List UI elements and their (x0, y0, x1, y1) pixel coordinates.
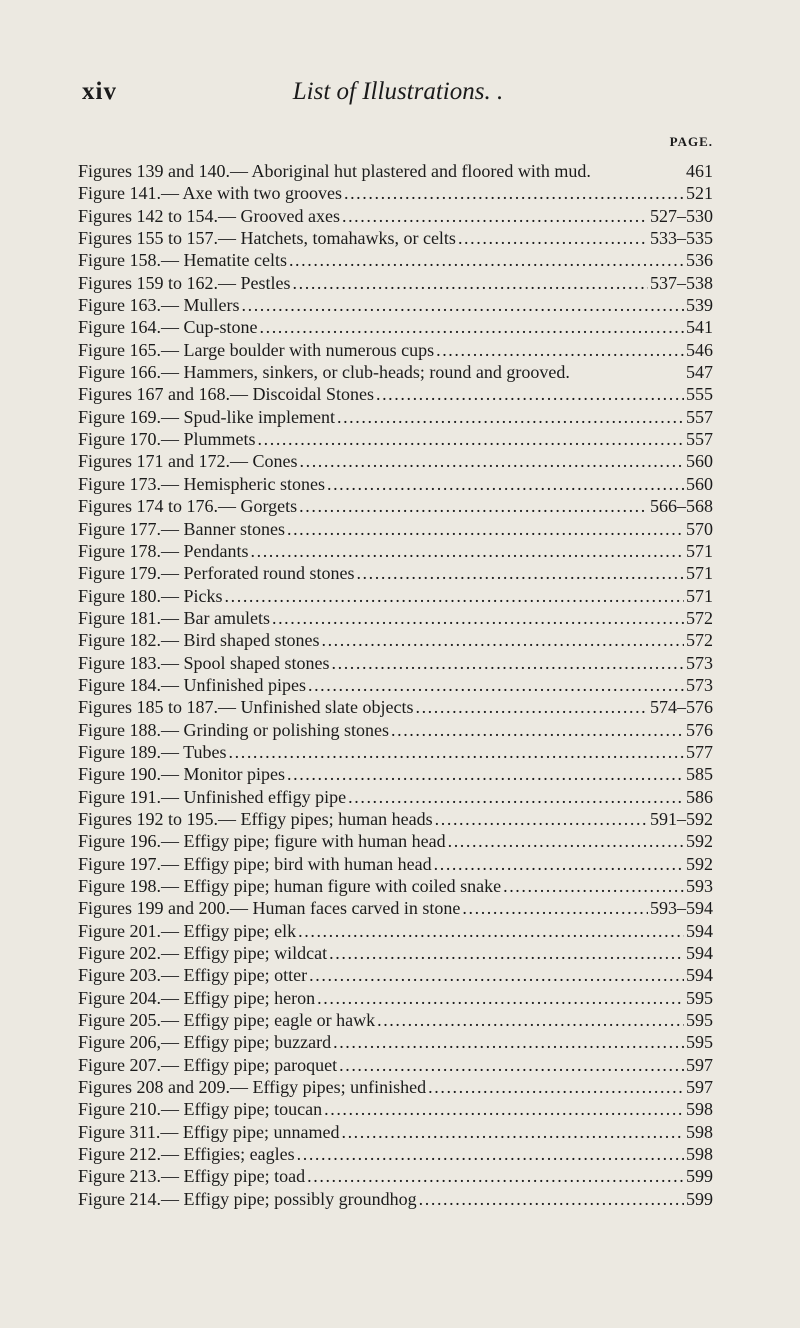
entry-caption: Figure 212.— Effigies; eagles (78, 1144, 295, 1165)
entry-page-number: 557 (686, 406, 713, 427)
entry-caption: Figure 210.— Effigy pipe; toucan (78, 1099, 323, 1120)
entry-page-number: 598 (686, 1144, 713, 1165)
list-item (78, 227, 713, 249)
dot-leader (229, 741, 684, 763)
list-item (78, 696, 713, 718)
entry-page-number: 527–530 (650, 205, 713, 226)
list-item (78, 607, 713, 629)
dot-leader (341, 1121, 684, 1143)
dot-leader (436, 339, 684, 361)
page-column-heading: PAGE. (669, 134, 713, 149)
dot-leader (251, 540, 685, 562)
entry-caption: Figure 179.— Perforated round stones (78, 563, 355, 584)
entry-caption: Figure 213.— Effigy pipe; toad (78, 1166, 306, 1187)
list-item (78, 808, 713, 830)
entry-caption: Figure 163.— Mullers (78, 295, 240, 316)
dot-leader (242, 294, 685, 316)
entry-page-number: 566–568 (650, 496, 713, 517)
list-item (78, 942, 713, 964)
entry-page-number: 555 (686, 384, 713, 405)
dot-leader (309, 964, 684, 986)
dot-leader (419, 1188, 684, 1210)
entry-page-number: 541 (686, 317, 713, 338)
list-item (78, 562, 713, 584)
list-item (78, 853, 713, 875)
entry-page-number: 598 (686, 1099, 713, 1120)
list-item (78, 920, 713, 942)
entry-page-number: 599 (686, 1166, 713, 1187)
entry-caption: Figure 180.— Picks (78, 585, 223, 606)
list-item (78, 182, 713, 204)
entry-page-number: 577 (686, 741, 713, 762)
dot-leader (258, 428, 684, 450)
entry-page-number: 539 (686, 295, 713, 316)
dot-leader (503, 875, 684, 897)
entry-page-number: 572 (686, 607, 713, 628)
list-item (78, 249, 713, 271)
entry-caption: Figure 181.— Bar amulets (78, 607, 270, 628)
entry-page-number: 573 (686, 674, 713, 695)
dot-leader (434, 853, 684, 875)
list-item (78, 1121, 713, 1143)
list-item (78, 1143, 713, 1165)
entry-caption: Figures 199 and 200.— Human faces carved in stone (78, 898, 461, 919)
entry-caption: Figures 159 to 162.— Pestles (78, 272, 291, 293)
dot-leader (415, 696, 648, 718)
list-item (78, 1076, 713, 1098)
entry-caption: Figure 198.— Effigy pipe; human figure with coiled snake (78, 876, 502, 896)
list-item (78, 830, 713, 852)
dot-leader (448, 830, 684, 852)
entry-page-number: 536 (686, 250, 713, 271)
entry-caption: Figure 166.— Hammers, sinkers, or club-heads; round and grooved. (78, 362, 570, 383)
page-number: xiv (82, 78, 117, 105)
dot-leader (298, 920, 684, 942)
dot-leader (458, 227, 648, 249)
entry-caption: Figure 165.— Large boulder with numerous cups (78, 339, 435, 360)
dot-leader (287, 518, 684, 540)
list-item (78, 518, 713, 540)
list-item (78, 428, 713, 450)
list-item (78, 1054, 713, 1076)
list-item (78, 1009, 713, 1031)
entry-page-number: 592 (686, 853, 713, 874)
dot-leader (293, 272, 648, 294)
dot-leader (333, 1031, 684, 1053)
list-item (78, 741, 713, 763)
list-item (78, 406, 713, 428)
entry-page-number: 594 (686, 920, 713, 941)
entry-page-number: 571 (686, 540, 713, 561)
entry-page-number: 521 (686, 183, 713, 204)
entry-caption: Figures 174 to 176.— Gorgets (78, 496, 298, 517)
entry-caption: Figure 201.— Effigy pipe; elk (78, 920, 297, 941)
dot-leader (300, 450, 685, 472)
entry-page-number: 576 (686, 719, 713, 740)
entry-caption: Figure 164.— Cup-stone (78, 317, 258, 338)
entry-caption: Figure 141.— Axe with two grooves (78, 183, 342, 204)
dot-leader (329, 942, 684, 964)
entry-caption: Figure 204.— Effigy pipe; heron (78, 987, 316, 1008)
entry-caption: Figures 171 and 172.— Cones (78, 451, 298, 472)
entry-page-number: 557 (686, 429, 713, 450)
dot-leader (260, 316, 685, 338)
dot-leader (348, 786, 684, 808)
entry-page-number: 547 (686, 362, 713, 383)
entry-page-number: 594 (686, 965, 713, 986)
entry-caption: Figure 188.— Grinding or polishing stones (78, 719, 389, 740)
dot-leader (391, 719, 684, 741)
list-item (78, 719, 713, 741)
entry-page-number: 595 (686, 987, 713, 1008)
entry-caption: Figures 192 to 195.— Effigy pipes; human heads (78, 808, 433, 829)
list-item (78, 964, 713, 986)
entry-page-number: 597 (686, 1077, 713, 1098)
list-item (78, 786, 713, 808)
list-item (78, 897, 713, 919)
entry-caption: Figure 207.— Effigy pipe; paroquet (78, 1054, 338, 1075)
dot-leader (225, 585, 684, 607)
entry-caption: Figure 177.— Banner stones (78, 518, 285, 539)
entry-page-number: 560 (686, 473, 713, 494)
entry-caption: Figure 169.— Spud-like implement (78, 406, 335, 427)
dot-leader (327, 473, 684, 495)
list-item (78, 629, 713, 651)
list-item (78, 674, 713, 696)
entry-caption: Figure 178.— Pendants (78, 540, 249, 561)
list-item (78, 875, 713, 897)
dot-leader (321, 629, 684, 651)
entry-caption: Figure 196.— Effigy pipe; figure with human head (78, 831, 446, 852)
entry-page-number: 595 (686, 1010, 713, 1031)
entry-caption: Figures 167 and 168.— Discoidal Stones (78, 384, 374, 405)
dot-leader (377, 1009, 684, 1031)
entry-caption: Figure 158.— Hematite celts (78, 250, 287, 271)
entry-page-number: 594 (686, 943, 713, 964)
list-item (78, 585, 713, 607)
entry-page-number: 598 (686, 1121, 713, 1142)
entry-caption: Figures 155 to 157.— Hatchets, tomahawks, or celts (78, 228, 456, 249)
entry-page-number: 592 (686, 831, 713, 852)
list-item (78, 316, 713, 338)
entry-page-number: 593–594 (650, 898, 713, 919)
entry-page-number: 597 (686, 1054, 713, 1075)
entry-caption: Figures 139 and 140.— Aboriginal hut plastered and floored with mud. (78, 161, 591, 181)
entry-caption: Figure 202.— Effigy pipe; wildcat (78, 943, 328, 964)
list-item (78, 1098, 713, 1120)
dot-leader (324, 1098, 684, 1120)
entry-page-number: 586 (686, 786, 713, 807)
dot-leader (376, 383, 684, 405)
entry-caption: Figure 191.— Unfinished effigy pipe (78, 786, 347, 807)
entry-caption: Figure 311.— Effigy pipe; unnamed (78, 1121, 340, 1142)
entry-caption: Figure 205.— Effigy pipe; eagle or hawk (78, 1010, 376, 1031)
entry-caption: Figure 214.— Effigy pipe; possibly groundhog (78, 1188, 417, 1209)
entry-caption: Figure 182.— Bird shaped stones (78, 630, 320, 651)
entry-page-number: 572 (686, 630, 713, 651)
entry-caption: Figures 185 to 187.— Unfinished slate objects (78, 697, 414, 718)
dot-leader (462, 897, 648, 919)
entry-page-number: 573 (686, 652, 713, 673)
list-item (78, 339, 713, 361)
dot-leader (307, 1165, 684, 1187)
running-head (82, 78, 714, 114)
entry-page-number: 560 (686, 451, 713, 472)
illustration-list (78, 160, 713, 1210)
list-item (78, 473, 713, 495)
dot-leader (297, 1143, 684, 1165)
entry-page-number: 570 (686, 518, 713, 539)
dot-leader (317, 987, 684, 1009)
list-item (78, 763, 713, 785)
list-item (78, 205, 713, 227)
list-item (78, 652, 713, 674)
entry-page-number: 593 (686, 876, 713, 896)
dot-leader (289, 249, 684, 271)
list-item (78, 272, 713, 294)
list-item (78, 1031, 713, 1053)
dot-leader (342, 205, 648, 227)
entry-caption: Figure 189.— Tubes (78, 741, 227, 762)
entry-page-number: 591–592 (650, 808, 713, 829)
entry-caption: Figure 190.— Monitor pipes (78, 764, 285, 785)
dot-leader (308, 674, 684, 696)
dot-leader (332, 652, 685, 674)
entry-caption: Figures 142 to 154.— Grooved axes (78, 205, 340, 226)
dot-leader (287, 763, 684, 785)
entry-page-number: 599 (686, 1188, 713, 1209)
dot-leader (428, 1076, 684, 1098)
dot-leader (356, 562, 684, 584)
entry-caption: Figure 197.— Effigy pipe; bird with human head (78, 853, 432, 874)
dot-leader (299, 495, 648, 517)
entry-page-number: 571 (686, 585, 713, 606)
entry-caption: Figure 206,— Effigy pipe; buzzard (78, 1032, 332, 1053)
dot-leader (339, 1054, 684, 1076)
list-item (78, 987, 713, 1009)
entry-caption: Figure 173.— Hemispheric stones (78, 473, 325, 494)
running-title: List of Illustrations. . (292, 78, 504, 105)
list-item (78, 383, 713, 405)
entry-caption: Figure 170.— Plummets (78, 429, 256, 450)
list-item (78, 1165, 713, 1187)
entry-page-number: 533–535 (650, 228, 713, 249)
list-item (78, 160, 713, 182)
entry-caption: Figure 184.— Unfinished pipes (78, 674, 306, 695)
entry-page-number: 461 (686, 161, 713, 181)
list-item (78, 540, 713, 562)
dot-leader (272, 607, 684, 629)
dot-leader (344, 182, 684, 204)
entry-page-number: 571 (686, 563, 713, 584)
list-item (78, 1188, 713, 1210)
entry-caption: Figure 183.— Spool shaped stones (78, 652, 330, 673)
entry-caption: Figure 203.— Effigy pipe; otter (78, 965, 308, 986)
list-item (78, 294, 713, 316)
entry-page-number: 537–538 (650, 272, 713, 293)
list-item (78, 495, 713, 517)
dot-leader (435, 808, 648, 830)
dot-leader (337, 406, 684, 428)
entry-caption: Figures 208 and 209.— Effigy pipes; unfinished (78, 1077, 427, 1098)
entry-page-number: 546 (686, 339, 713, 360)
entry-page-number: 585 (686, 764, 713, 785)
list-item (78, 450, 713, 472)
entry-page-number: 595 (686, 1032, 713, 1053)
list-item (78, 361, 713, 383)
entry-page-number: 574–576 (650, 697, 713, 718)
